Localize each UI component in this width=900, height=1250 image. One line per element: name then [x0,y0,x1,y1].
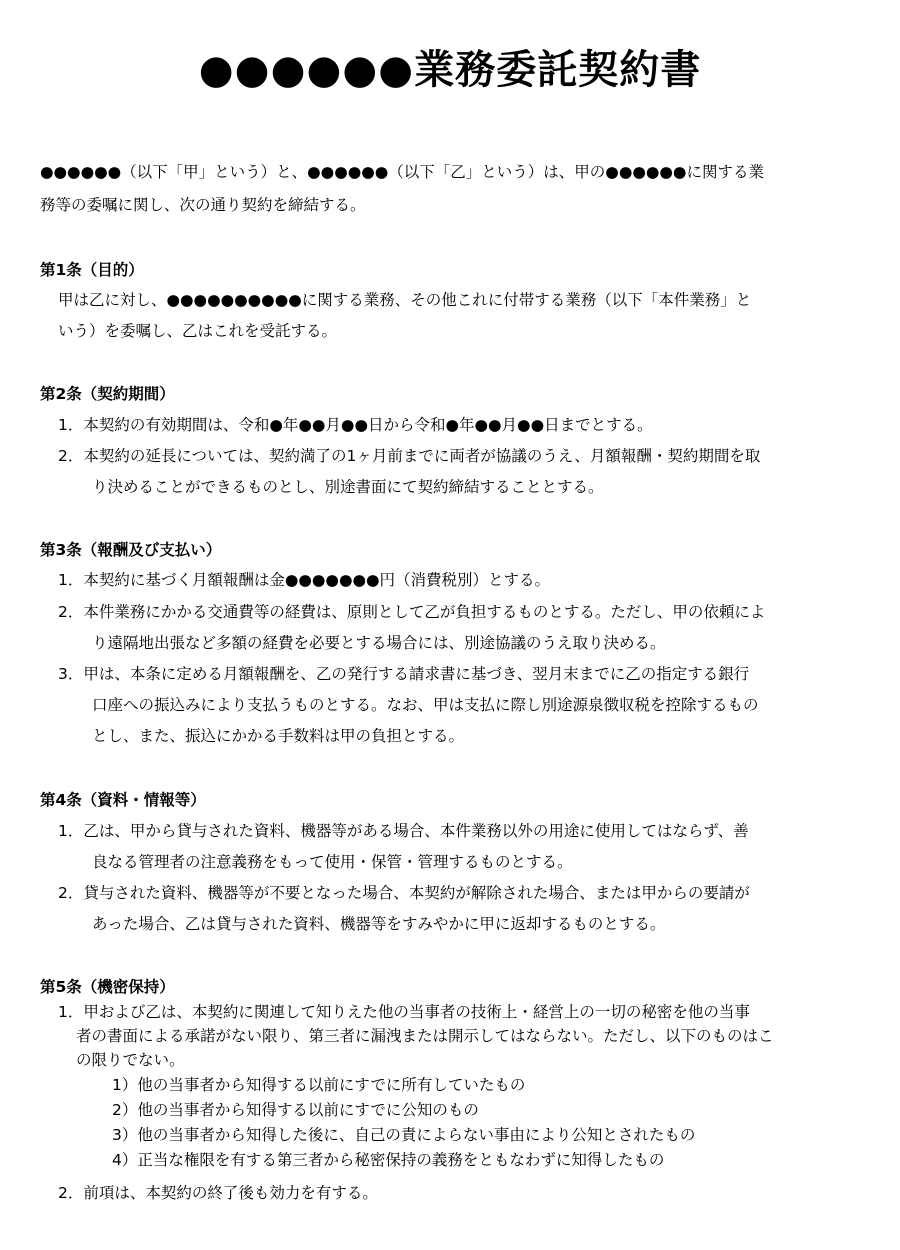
article-2-item-2-line-2: り決めることができるものとし、別途書面にて契約締結することとする。 [92,478,604,496]
article-2-item-1: 1．本契約の有効期間は、令和●年●●月●●日から令和●年●●月●●日までとする。 [58,416,653,434]
article-3-item-3-line-3: とし、また、振込にかかる手数料は甲の負担とする。 [92,727,465,745]
article-4-heading: 第4条（資料・情報等） [40,791,206,809]
article-3-item-2-line-1: 2．本件業務にかかる交通費等の経費は、原則として乙が負担するものとする。ただし、甲の依頼によ [58,603,766,621]
article-3-item-2-line-2: り遠隔地出張など多額の経費を必要とする場合には、別途協議のうえ取り決める。 [92,634,666,652]
article-3-heading: 第3条（報酬及び支払い） [40,541,222,559]
article-5-item-1-line-3: の限りでない。 [76,1051,185,1069]
article-4-item-2-line-1: 2．貸与された資料、機器等が不要となった場合、本契約が解除された場合、または甲からの要請が [58,884,750,902]
article-5-item-1-line-1: 1．甲および乙は、本契約に関連して知りえた他の当事者の技術上・経営上の一切の秘密を他の当事 [58,1003,750,1021]
article-2-item-2-line-1: 2．本契約の延長については、契約満了の1ヶ月前までに両者が協議のうえ、月額報酬・契約期間を取 [58,447,761,465]
article-4-item-1-line-2: 良なる管理者の注意義務をもって使用・保管・管理するものとする。 [92,853,573,871]
article-5-subitem-3: 3）他の当事者から知得した後に、自己の責によらない事由により公知とされたもの [112,1126,696,1144]
preamble-line-2: 務等の委嘱に関し、次の通り契約を締結する。 [40,196,366,214]
article-5-subitem-2: 2）他の当事者から知得する以前にすでに公知のもの [112,1101,479,1119]
article-4-item-1-line-1: 1．乙は、甲から貸与された資料、機器等がある場合、本件業務以外の用途に使用してはならず、善 [58,822,749,840]
article-5-subitem-4: 4）正当な権限を有する第三者から秘密保持の義務をともなわずに知得したもの [112,1151,665,1169]
article-2-heading: 第2条（契約期間） [40,385,175,403]
article-5-subitem-1: 1）他の当事者から知得する以前にすでに所有していたもの [112,1076,526,1094]
article-3-item-1: 1．本契約に基づく月額報酬は金●●●●●●●円（消費税別）とする。 [58,571,551,589]
article-3-item-3-line-1: 3．甲は、本条に定める月額報酬を、乙の発行する請求書に基づき、翌月末までに乙の指定する銀行 [58,665,750,683]
article-5-item-1-line-2: 者の書面による承諾がない限り、第三者に漏洩または開示してはならない。ただし、以下のものはこ [76,1027,774,1045]
preamble-line-1: ●●●●●●（以下「甲」という）と、●●●●●●（以下「乙」という）は、甲の●●●●●●に関する業 [40,163,764,181]
article-1-line-1: 甲は乙に対し、●●●●●●●●●●に関する業務、その他これに付帯する業務（以下「本件業務」と [58,291,752,309]
article-1-heading: 第1条（目的） [40,261,144,279]
article-5-item-2: 2．前項は、本契約の終了後も効力を有する。 [58,1184,378,1202]
document-title: ●●●●●●業務委託契約書 [198,47,702,93]
article-4-item-2-line-2: あった場合、乙は貸与された資料、機器等をすみやかに甲に返却するものとする。 [92,915,666,933]
article-5-heading: 第5条（機密保持） [40,978,175,996]
article-1-line-2: いう）を委嘱し、乙はこれを受託する。 [58,322,338,340]
article-3-item-3-line-2: 口座への振込みにより支払うものとする。なお、甲は支払に際し別途源泉徴収税を控除するもの [92,696,759,714]
